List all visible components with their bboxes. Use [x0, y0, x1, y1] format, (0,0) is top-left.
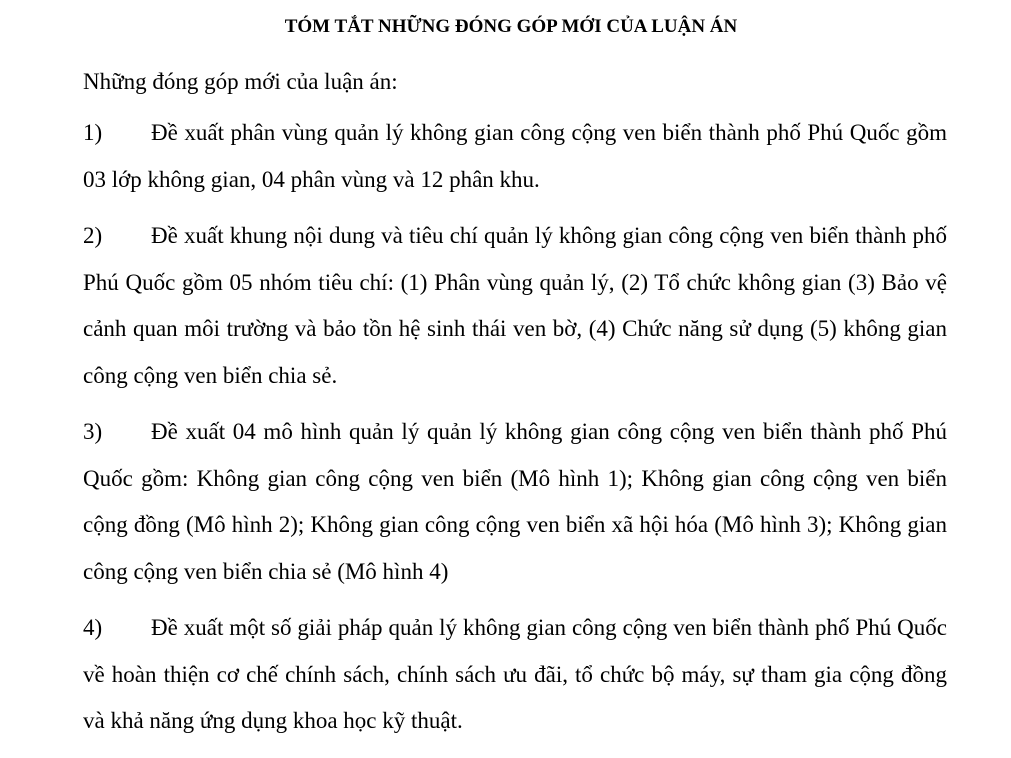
item-text: Đề xuất 04 mô hình quản lý quản lý không gian công cộng ven biển thành phố Phú Quốc gồm: Không gian công cộng ven biển (Mô hình 1); Không gian công cộng ven biển cộng đồng (Mô hình 2); Không gian công cộng ven biển xã hội hóa (Mô hình 3); Không gian công cộng ven biển chia sẻ (Mô hình 4): [83, 419, 947, 584]
item-text: Đề xuất phân vùng quản lý không gian công cộng ven biển thành phố Phú Quốc gồm 03 lớp không gian, 04 phân vùng và 12 phân khu.: [83, 120, 947, 192]
list-item-1: [83, 110, 947, 203]
item-number: 2): [83, 223, 103, 248]
item-number: 4): [83, 615, 103, 640]
document-title: TÓM TẮT NHỮNG ĐÓNG GÓP MỚI CỦA LUẬN ÁN: [284, 16, 738, 37]
document-page: [83, 10, 947, 745]
item-number: 3): [83, 419, 103, 444]
list-item-4: [83, 605, 947, 745]
intro-text: Những đóng góp mới của luận án:: [83, 69, 398, 94]
item-text: Đề xuất khung nội dung và tiêu chí quản lý không gian công cộng ven biển thành phố Phú Quốc gồm 05 nhóm tiêu chí: (1) Phân vùng quản lý, (2) Tổ chức không gian (3) Bảo vệ cảnh quan môi trường và bảo tồn hệ sinh thái ven bờ, (4) Chức năng sử dụng (5) không gian công cộng ven biển chia sẻ.: [83, 223, 947, 388]
list-item-2: [83, 213, 947, 399]
item-number: 1): [83, 120, 103, 145]
list-item-3: [83, 409, 947, 595]
item-text: Đề xuất một số giải pháp quản lý không gian công cộng ven biển thành phố Phú Quốc về hoàn thiện cơ chế chính sách, chính sách ưu đãi, tổ chức bộ máy, sự tham gia cộng đồng và khả năng ứng dụng khoa học kỹ thuật.: [83, 615, 947, 733]
